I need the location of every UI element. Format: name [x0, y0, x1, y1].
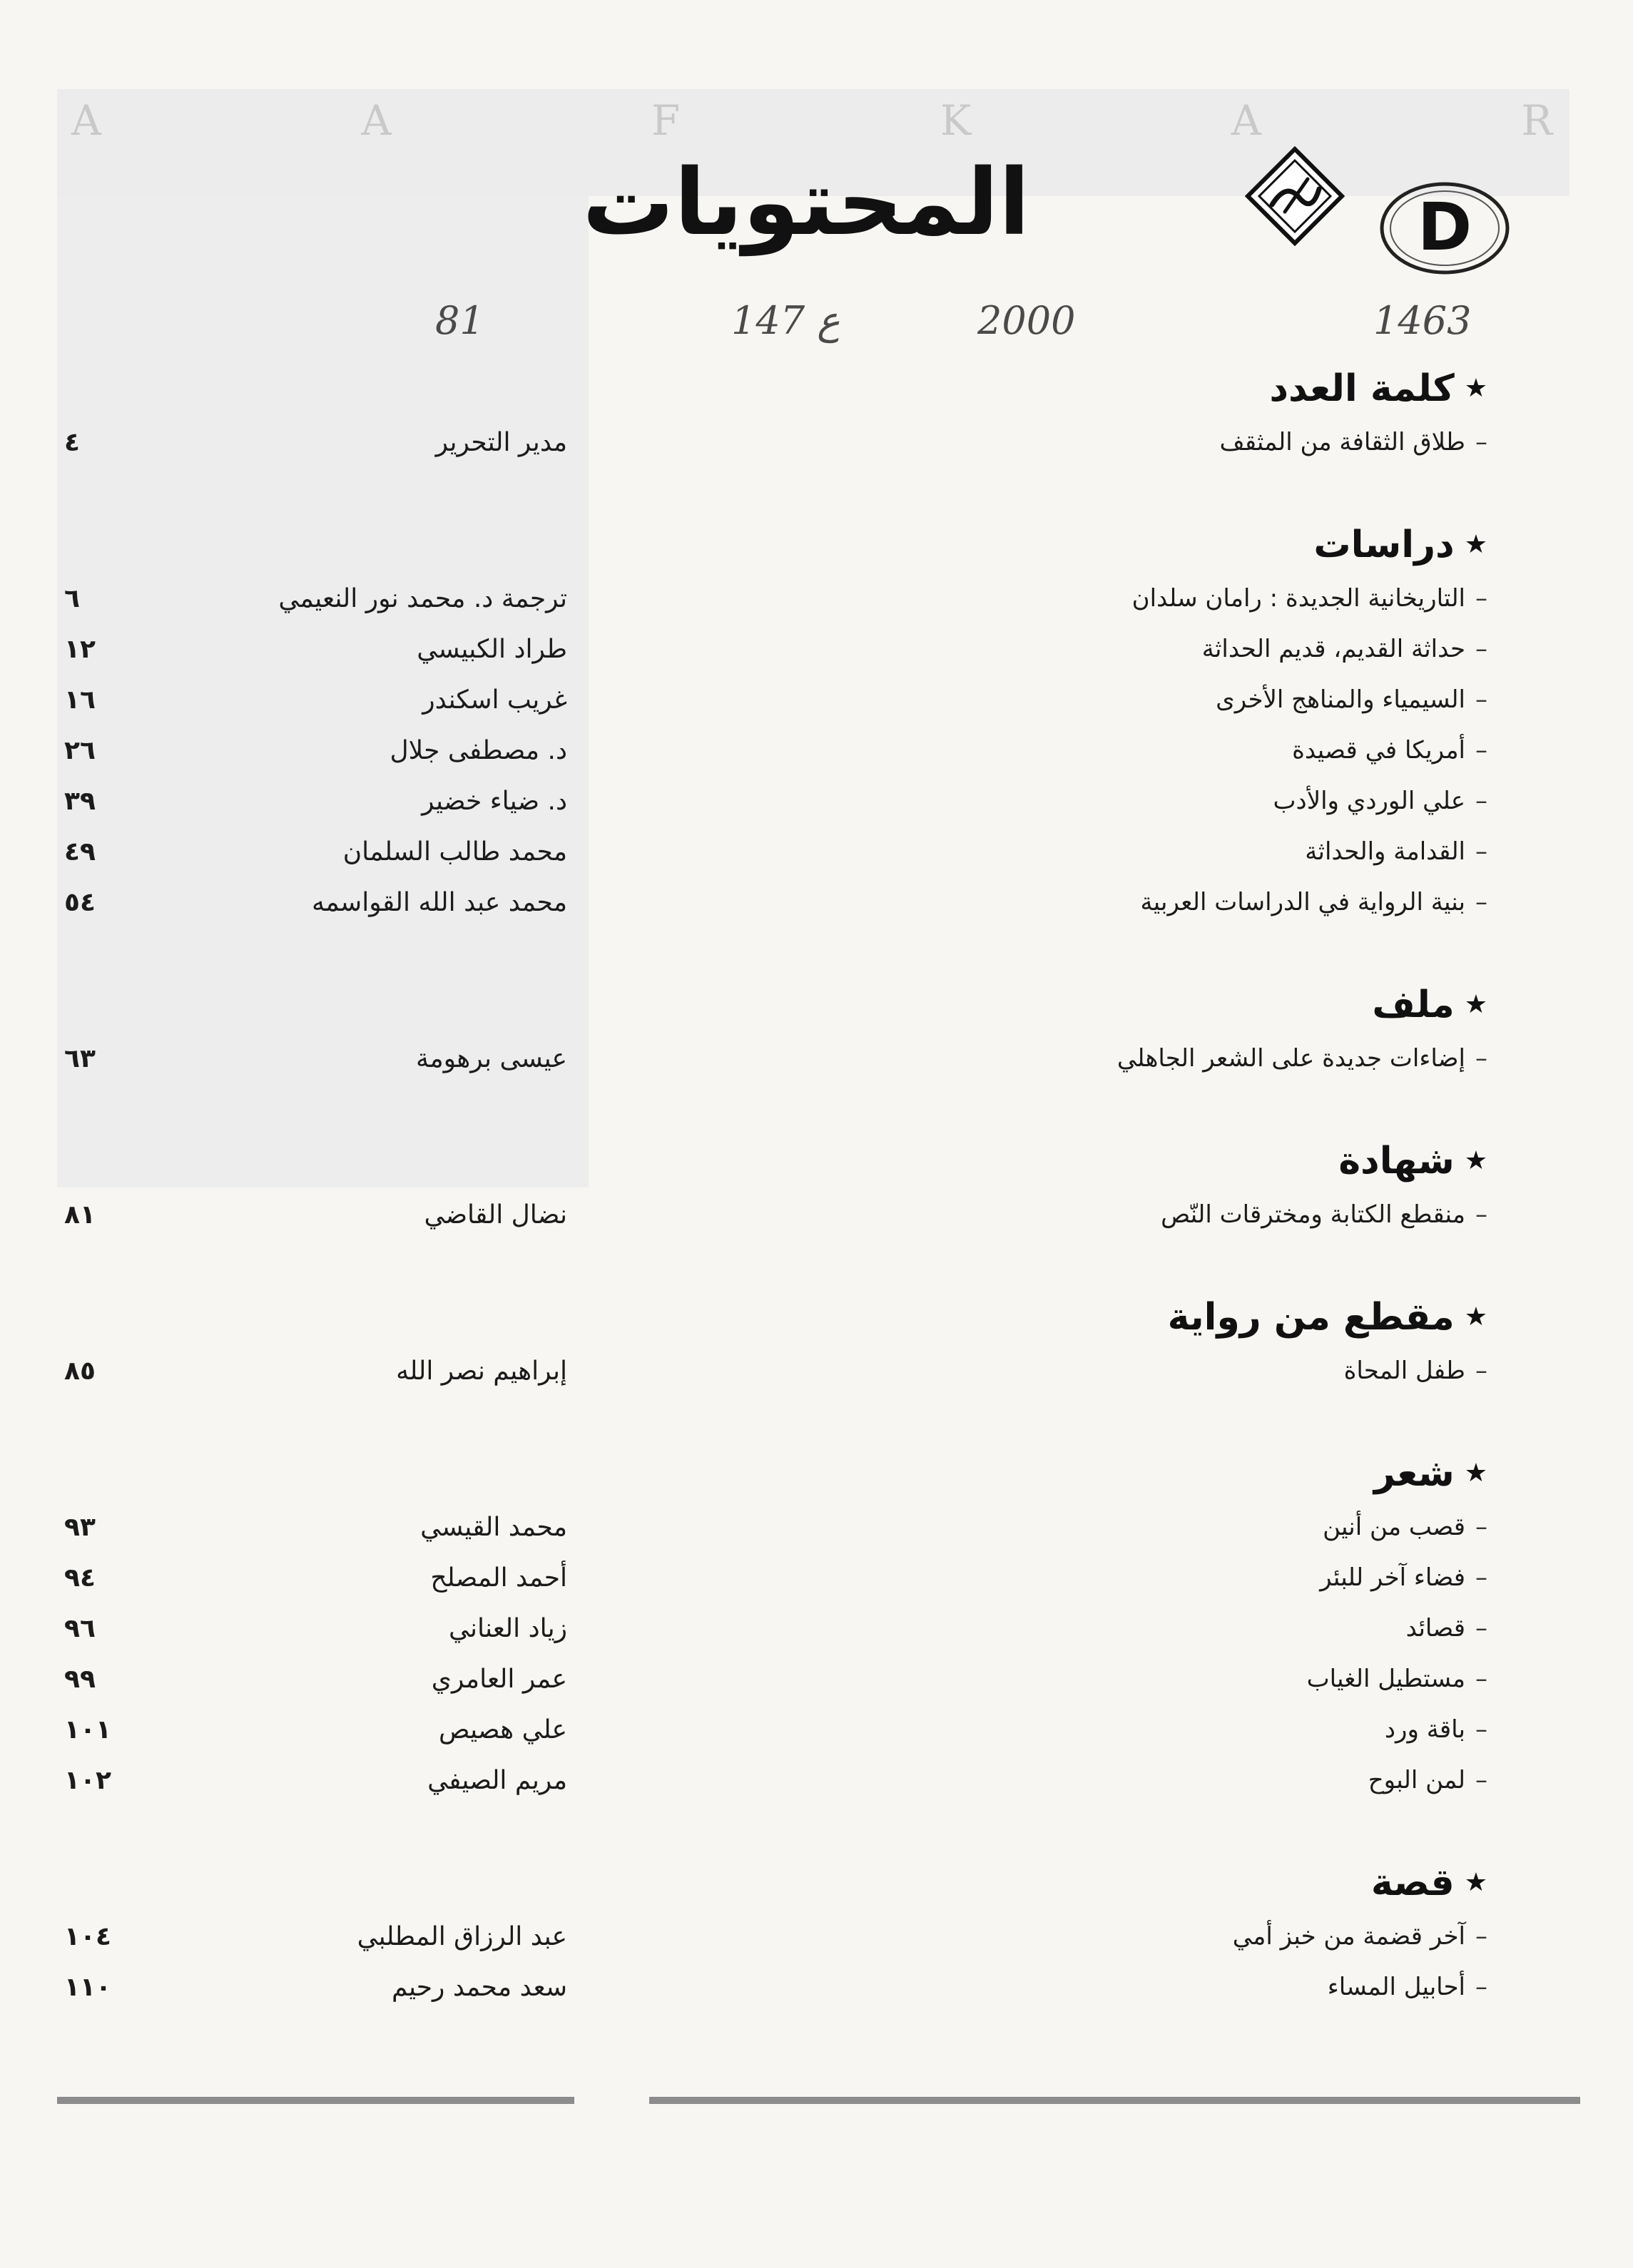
page-number: ١٦ — [64, 685, 96, 715]
article-entry[interactable] — [717, 877, 1487, 928]
section-file — [717, 976, 1487, 1084]
author-row — [64, 624, 567, 675]
toc-authors-column — [64, 360, 567, 2013]
section-heading — [717, 516, 1487, 573]
section-heading — [717, 1445, 1487, 1502]
watermark-letters — [71, 96, 1555, 145]
author-row — [64, 1603, 567, 1654]
author-row — [64, 877, 567, 928]
section-title: كلمة العدد — [1269, 367, 1455, 410]
article-entry[interactable] — [717, 1190, 1487, 1240]
page-number: ٩٦ — [64, 1614, 96, 1643]
page-number: ٣٩ — [64, 787, 96, 816]
author-row — [64, 725, 567, 776]
article-entry[interactable] — [717, 1033, 1487, 1084]
article-entry[interactable] — [717, 624, 1487, 675]
svg-text:D: D — [1417, 189, 1472, 265]
author-name: ترجمة د. محمد نور النعيمي — [278, 584, 567, 613]
section-title: شهادة — [1338, 1140, 1455, 1182]
author-name: علي هصيص — [438, 1715, 567, 1745]
author-row — [64, 776, 567, 827]
author-row — [64, 675, 567, 725]
page-number: ٨١ — [64, 1200, 96, 1230]
section-heading — [717, 976, 1487, 1033]
article-title: لمن البوح — [1368, 1766, 1465, 1794]
article-title: طفل المحاة — [1343, 1357, 1465, 1385]
author-row — [64, 827, 567, 877]
article-title: طلاق الثقافة من المثقف — [1219, 428, 1465, 456]
author-name: عيسى برهومة — [416, 1044, 567, 1073]
article-entry[interactable] — [717, 1553, 1487, 1603]
author-name: محمد عبد الله القواسمه — [311, 888, 567, 917]
article-title: إضاءات جديدة على الشعر الجاهلي — [1116, 1044, 1465, 1073]
author-row — [64, 1033, 567, 1084]
page-number: ٤٩ — [64, 837, 96, 867]
article-title: أحابيل المساء — [1327, 1973, 1465, 2001]
author-name: إبراهيم نصر الله — [396, 1357, 567, 1386]
section-novel-excerpt — [717, 1289, 1487, 1396]
author-name: زياد العناني — [448, 1614, 567, 1643]
footer-rule — [57, 2097, 574, 2104]
article-title: قصائد — [1405, 1614, 1465, 1643]
dash-bullet-icon: – — [1475, 635, 1487, 663]
author-row — [64, 1502, 567, 1553]
section-title: مقطع من رواية — [1167, 1296, 1455, 1339]
page-number: ١٠٢ — [64, 1766, 111, 1795]
dash-bullet-icon: – — [1475, 1665, 1487, 1693]
author-row — [64, 1705, 567, 1755]
page-number: ٤ — [64, 428, 80, 457]
article-entry[interactable] — [717, 725, 1487, 776]
star-bullet-icon: ★ — [1464, 1302, 1487, 1332]
magazine-logo-icon — [1245, 146, 1345, 246]
author-name: نضال القاضي — [424, 1200, 567, 1230]
dash-bullet-icon: – — [1475, 787, 1487, 815]
author-name: غريب اسكندر — [422, 685, 567, 715]
watermark-letter: R — [1521, 96, 1555, 145]
dash-bullet-icon: – — [1475, 1766, 1487, 1794]
article-title: التاريخانية الجديدة : رامان سلدان — [1131, 584, 1465, 613]
author-name: محمد القيسي — [420, 1513, 567, 1542]
article-entry[interactable] — [717, 1705, 1487, 1755]
dash-bullet-icon: – — [1475, 1614, 1487, 1643]
page-number: ١٠٤ — [64, 1922, 111, 1951]
article-title: قصب من أنين — [1323, 1513, 1465, 1541]
article-entry[interactable] — [717, 1502, 1487, 1553]
article-title: مستطيل الغياب — [1306, 1665, 1465, 1693]
author-row — [64, 1911, 567, 1962]
article-title: القدامة والحداثة — [1305, 837, 1465, 866]
dash-bullet-icon: – — [1475, 1200, 1487, 1229]
section-heading — [717, 1289, 1487, 1346]
article-entry[interactable] — [717, 1755, 1487, 1806]
dash-bullet-icon: – — [1475, 736, 1487, 765]
article-entry[interactable] — [717, 776, 1487, 827]
section-poetry — [717, 1445, 1487, 1806]
article-entry[interactable] — [717, 1962, 1487, 2013]
page-number: ٦ — [64, 584, 80, 613]
dash-bullet-icon: – — [1475, 1357, 1487, 1385]
page-number: ٨٥ — [64, 1357, 96, 1386]
star-bullet-icon: ★ — [1464, 1868, 1487, 1897]
author-row — [64, 1190, 567, 1240]
page-title: المحتويات — [582, 150, 1030, 256]
page-number: ١١٠ — [64, 1973, 111, 2002]
page-number: ٦٣ — [64, 1044, 96, 1073]
page-number: ١٠١ — [64, 1715, 111, 1745]
dash-bullet-icon: – — [1475, 685, 1487, 714]
author-row — [64, 573, 567, 624]
watermark-letter: A — [1231, 96, 1264, 145]
watermark-letter: A — [361, 96, 395, 145]
dash-bullet-icon: – — [1475, 837, 1487, 866]
author-name: د. ضياء خضير — [422, 787, 567, 816]
author-row — [64, 417, 567, 468]
section-title: ملف — [1372, 984, 1455, 1026]
article-entry[interactable] — [717, 1603, 1487, 1654]
article-title: علي الوردي والأدب — [1273, 787, 1465, 815]
section-story — [717, 1854, 1487, 2013]
dash-bullet-icon: – — [1475, 888, 1487, 916]
handwritten-issue-ref: ع 147 — [731, 298, 840, 343]
handwritten-year: 2000 — [977, 298, 1076, 343]
section-title: شعر — [1373, 1452, 1455, 1495]
article-entry[interactable] — [717, 1346, 1487, 1396]
article-entry[interactable] — [717, 675, 1487, 725]
author-row — [64, 1654, 567, 1705]
article-title: حداثة القديم، قديم الحداثة — [1201, 635, 1465, 663]
page-number: ٩٤ — [64, 1563, 96, 1593]
section-testimony — [717, 1133, 1487, 1240]
author-name: محمد طالب السلمان — [342, 837, 567, 867]
page-number: ٩٩ — [64, 1665, 96, 1694]
handwritten-issue-number: 1463 — [1373, 298, 1472, 343]
author-name: أحمد المصلح — [430, 1563, 567, 1593]
article-entry[interactable] — [717, 1911, 1487, 1962]
dash-bullet-icon: – — [1475, 428, 1487, 456]
watermark-letter: A — [71, 96, 104, 145]
stamp-d-icon — [1377, 178, 1512, 278]
article-title: باقة ورد — [1384, 1715, 1465, 1744]
section-title: دراسات — [1313, 523, 1455, 566]
section-heading — [717, 1854, 1487, 1911]
star-bullet-icon: ★ — [1464, 1459, 1487, 1488]
toc-titles-column — [717, 360, 1487, 2061]
section-heading — [717, 360, 1487, 417]
dash-bullet-icon: – — [1475, 1922, 1487, 1951]
author-name: طراد الكبيسي — [417, 635, 567, 664]
section-editorial — [717, 360, 1487, 468]
author-row — [64, 1962, 567, 2013]
article-title: أمريكا في قصيدة — [1292, 736, 1465, 765]
watermark-letter: F — [651, 96, 683, 145]
author-name: مريم الصيفي — [427, 1766, 567, 1795]
handwritten-total: 81 — [435, 298, 484, 343]
section-title: قصة — [1370, 1861, 1455, 1904]
article-entry[interactable] — [717, 827, 1487, 877]
star-bullet-icon: ★ — [1464, 530, 1487, 559]
page-number: ٥٤ — [64, 888, 96, 917]
dash-bullet-icon: – — [1475, 1513, 1487, 1541]
dash-bullet-icon: – — [1475, 1044, 1487, 1073]
page-number: ١٢ — [64, 635, 96, 664]
article-title: منقطع الكتابة ومخترقات النّص — [1161, 1200, 1465, 1229]
star-bullet-icon: ★ — [1464, 990, 1487, 1019]
dash-bullet-icon: – — [1475, 584, 1487, 613]
author-row — [64, 1553, 567, 1603]
section-studies — [717, 516, 1487, 928]
page-number: ٢٦ — [64, 736, 96, 765]
page-number: ٩٣ — [64, 1513, 96, 1542]
dash-bullet-icon: – — [1475, 1973, 1487, 2001]
star-bullet-icon: ★ — [1464, 1146, 1487, 1175]
watermark-letter: K — [940, 96, 975, 145]
article-title: آخر قضمة من خبز أمي — [1232, 1922, 1465, 1951]
author-name: مدير التحرير — [435, 428, 567, 457]
footer-rule — [649, 2097, 1580, 2104]
article-title: السيمياء والمناهج الأخرى — [1216, 685, 1465, 714]
article-title: بنية الرواية في الدراسات العربية — [1140, 888, 1465, 916]
section-heading — [717, 1133, 1487, 1190]
author-name: عمر العامري — [431, 1665, 567, 1694]
author-name: سعد محمد رحيم — [391, 1973, 567, 2002]
dash-bullet-icon: – — [1475, 1715, 1487, 1744]
article-entry[interactable] — [717, 1654, 1487, 1705]
article-entry[interactable] — [717, 573, 1487, 624]
article-title: فضاء آخر للبئر — [1320, 1563, 1465, 1592]
star-bullet-icon: ★ — [1464, 374, 1487, 403]
author-row — [64, 1755, 567, 1806]
dash-bullet-icon: – — [1475, 1563, 1487, 1592]
article-entry[interactable] — [717, 417, 1487, 468]
author-name: عبد الرزاق المطلبي — [357, 1922, 567, 1951]
author-row — [64, 1346, 567, 1396]
author-name: د. مصطفى جلال — [390, 736, 567, 765]
